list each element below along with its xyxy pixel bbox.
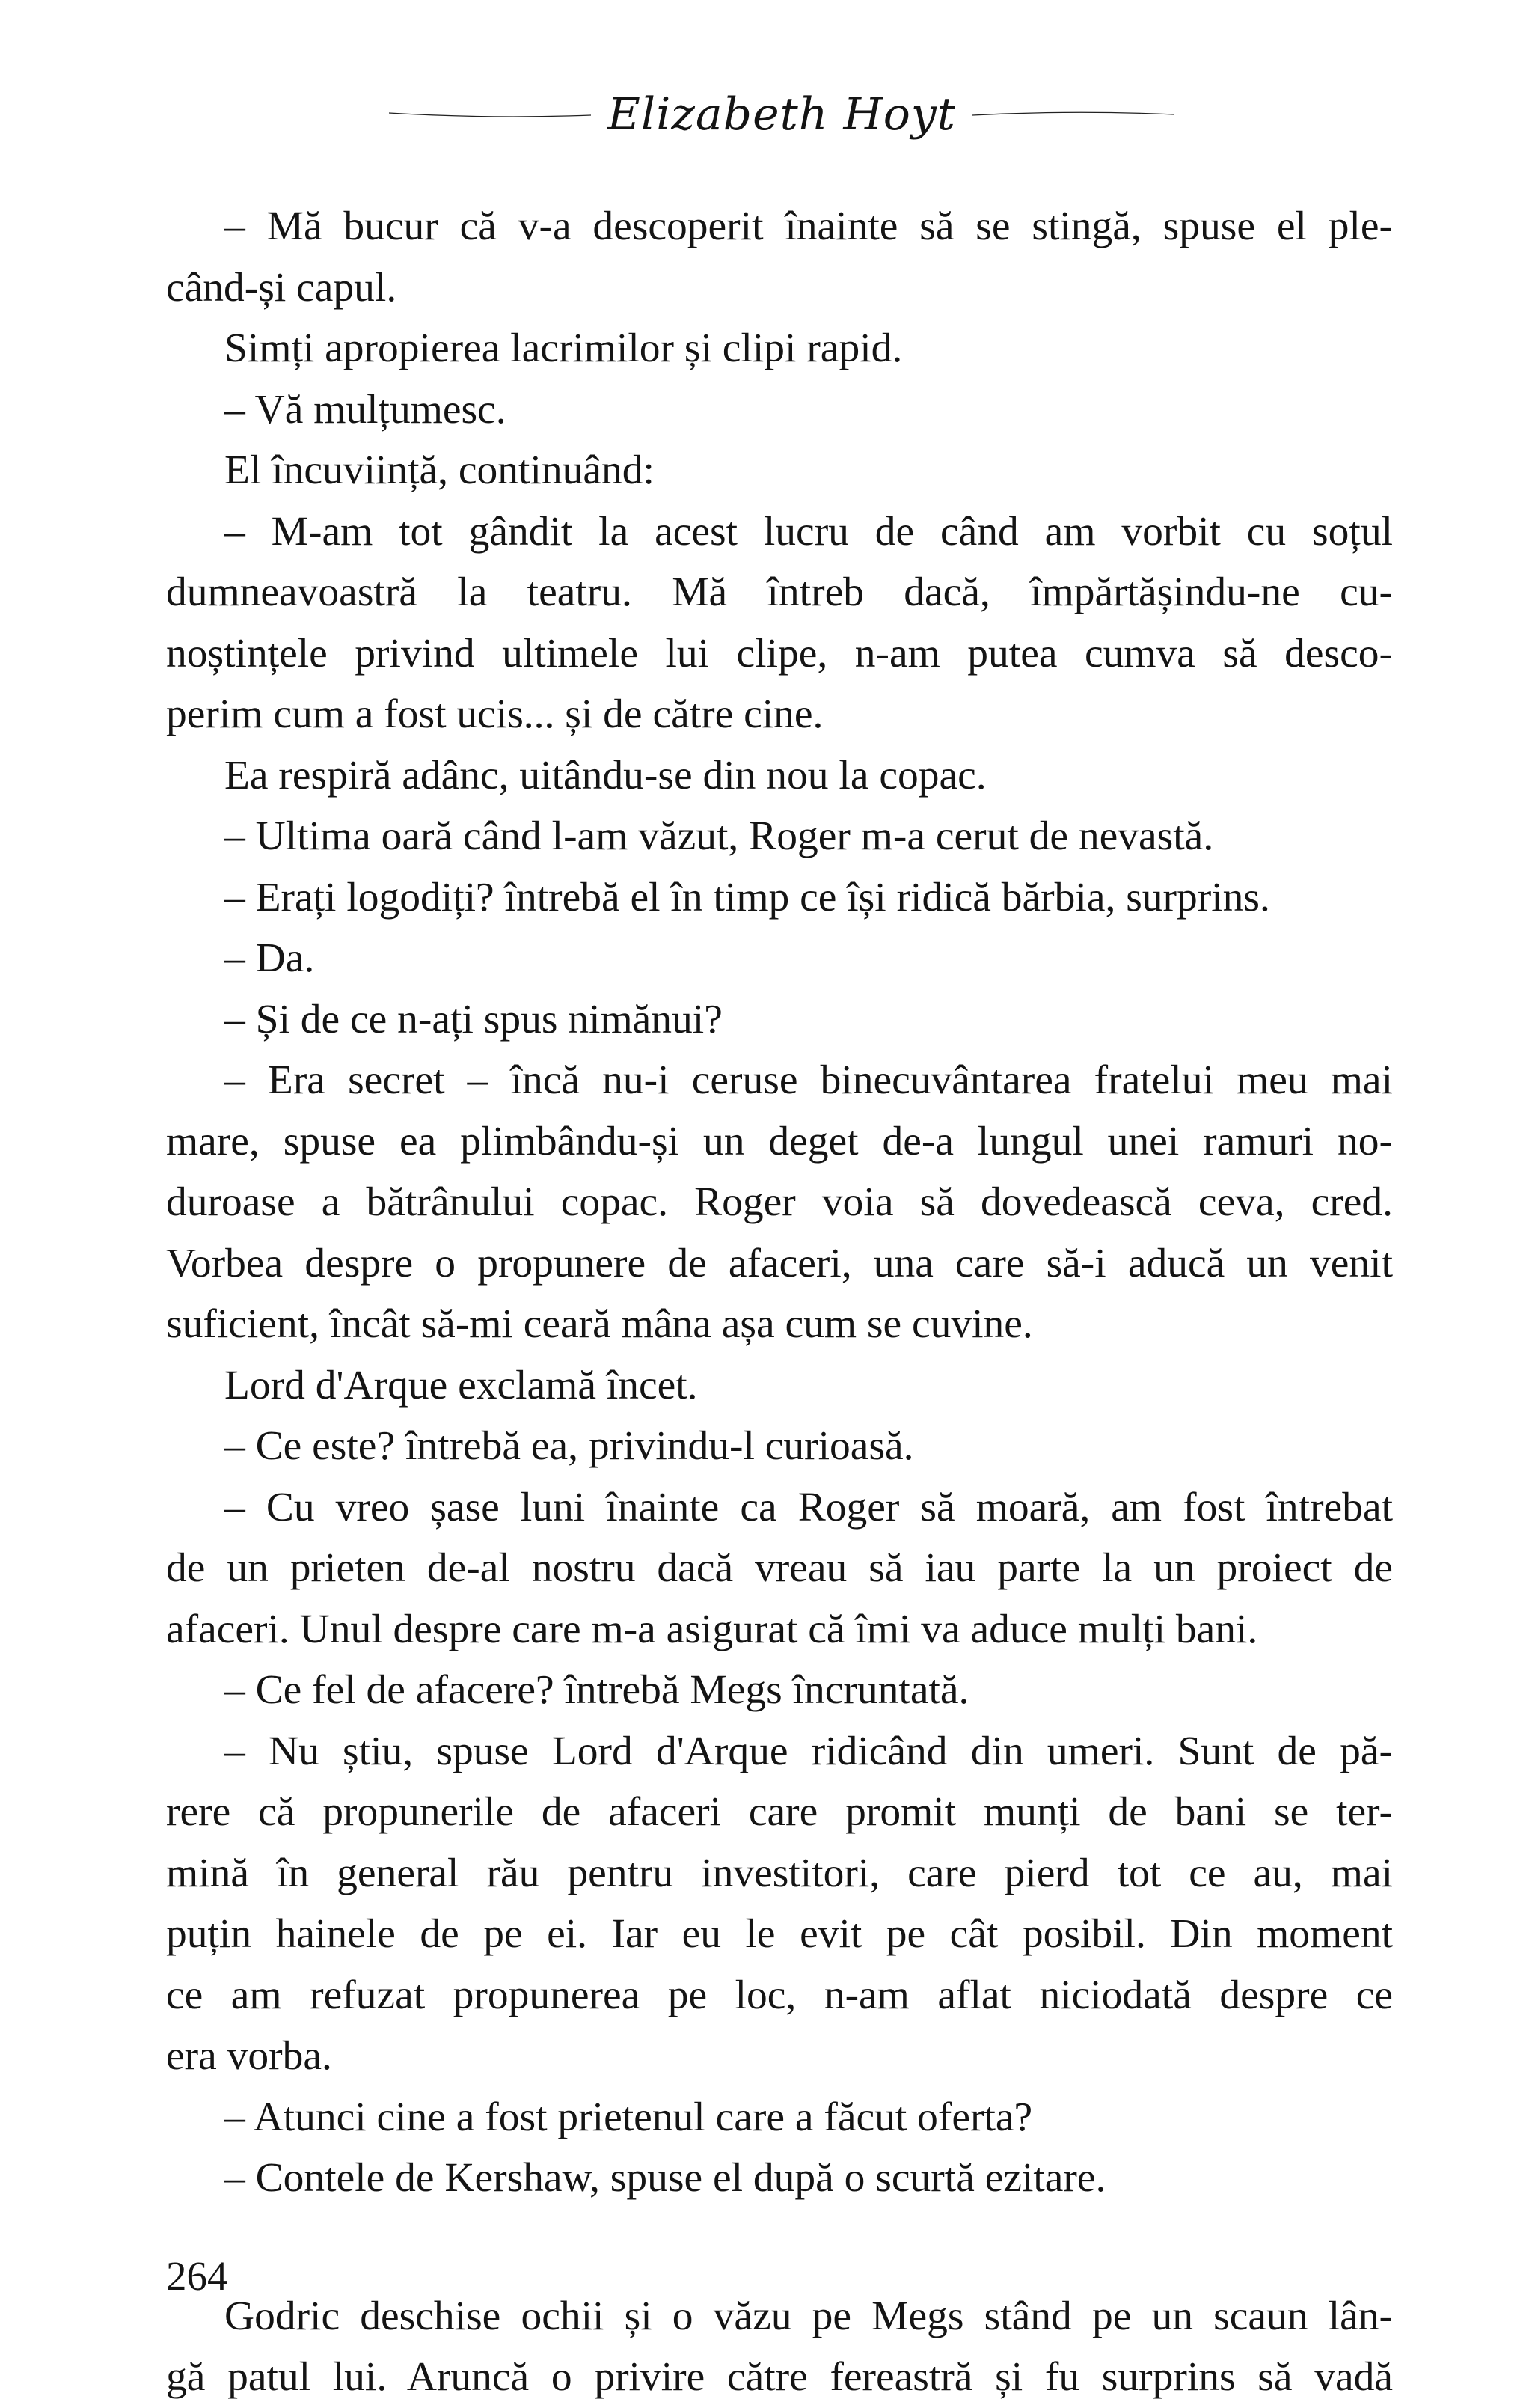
running-header xyxy=(389,81,1174,148)
text-line: – Erați logodiți? întrebă el în timp ce își ridică bărbia, surprins. xyxy=(224,874,1270,920)
text-line: – Contele de Kershaw, spuse el după o scurtă ezitare. xyxy=(224,2155,1106,2201)
text-line: era vorba. xyxy=(166,2033,332,2079)
text-line: puțin hainele de pe ei. Iar eu le evit pe cât posibil. Din moment xyxy=(166,1911,1393,1957)
text-line: afaceri. Unul despre care m-a asigurat că îmi va aduce mulți bani. xyxy=(166,1606,1258,1652)
text-line: – Mă bucur că v-a descoperit înainte să se stingă, spuse el ple- xyxy=(224,204,1393,249)
page-number: 264 xyxy=(166,2253,228,2299)
text-line: Lord d'Arque exclamă încet. xyxy=(224,1362,698,1408)
text-line: – Era secret – încă nu-i ceruse binecuvântarea fratelui meu mai xyxy=(224,1057,1393,1103)
text-line: – Ce fel de afacere? întrebă Megs încruntată. xyxy=(224,1667,969,1713)
text-line: dumneavoastră la teatru. Mă întreb dacă, împărtășindu-ne cu- xyxy=(166,569,1393,615)
new-section-lines xyxy=(166,2286,1393,2408)
text-line: – Vă mulțumesc. xyxy=(224,386,506,433)
section-break xyxy=(166,2209,1393,2286)
text-line: suficient, încât să-mi ceară mâna așa cum se cuvine. xyxy=(166,1301,1033,1347)
text-line: duroase a bătrânului copac. Roger voia să dovedească ceva, cred. xyxy=(166,1179,1393,1225)
text-line: noștințele privind ultimele lui clipe, n-am putea cumva să desco- xyxy=(166,630,1393,676)
text-line: mare, spuse ea plimbându-și un deget de-a lungul unei ramuri no- xyxy=(166,1118,1393,1164)
text-line: ce am refuzat propunerea pe loc, n-am aflat niciodată despre ce xyxy=(166,1972,1393,2018)
text-line: – Nu știu, spuse Lord d'Arque ridicând din umeri. Sunt de pă- xyxy=(224,1728,1393,1774)
text-line: – Și de ce n-ați spus nimănui? xyxy=(224,996,723,1042)
text-line: Vorbea despre o propunere de afaceri, una care să-i aducă un venit xyxy=(166,1240,1393,1286)
text-line: – M-am tot gândit la acest lucru de când am vorbit cu soțul xyxy=(224,508,1393,554)
body-text xyxy=(166,196,1393,2408)
text-line: Godric deschise ochii și o văzu pe Megs stând pe un scaun lân- xyxy=(224,2293,1393,2339)
running-head-author: Elizabeth Hoyt xyxy=(607,88,956,141)
text-line: – Cu vreo șase luni înainte ca Roger să moară, am fost întrebat xyxy=(224,1484,1393,1530)
text-line: Simți apropierea lacrimilor și clipi rapid. xyxy=(224,326,903,371)
header-rule-right xyxy=(972,92,1174,137)
text-line: El încuviință, continuând: xyxy=(224,447,655,493)
header-rule-left xyxy=(389,92,591,137)
text-line: rere că propunerile de afaceri care promit munți de bani se ter- xyxy=(166,1789,1393,1835)
text-line: perim cum a fost ucis... și de către cine. xyxy=(166,691,824,737)
text-line: – Da. xyxy=(224,935,315,981)
text-line: – Ce este? întrebă ea, privindu-l curioasă. xyxy=(224,1423,914,1469)
text-line: – Atunci cine a fost prietenul care a făcut oferta? xyxy=(224,2094,1033,2140)
body-lines xyxy=(166,196,1393,2209)
text-line: de un prieten de-al nostru dacă vreau să iau parte la un proiect de xyxy=(166,1545,1393,1591)
text-line: Ea respiră adânc, uitându-se din nou la copac. xyxy=(224,752,987,798)
text-line: când-și capul. xyxy=(166,264,397,311)
text-line: – Ultima oară când l-am văzut, Roger m-a cerut de nevastă. xyxy=(224,813,1214,859)
text-line: gă patul lui. Aruncă o privire către fereastră și fu surprins să vadă xyxy=(166,2354,1393,2400)
text-line: mină în general rău pentru investitori, care pierd tot ce au, mai xyxy=(166,1850,1393,1896)
